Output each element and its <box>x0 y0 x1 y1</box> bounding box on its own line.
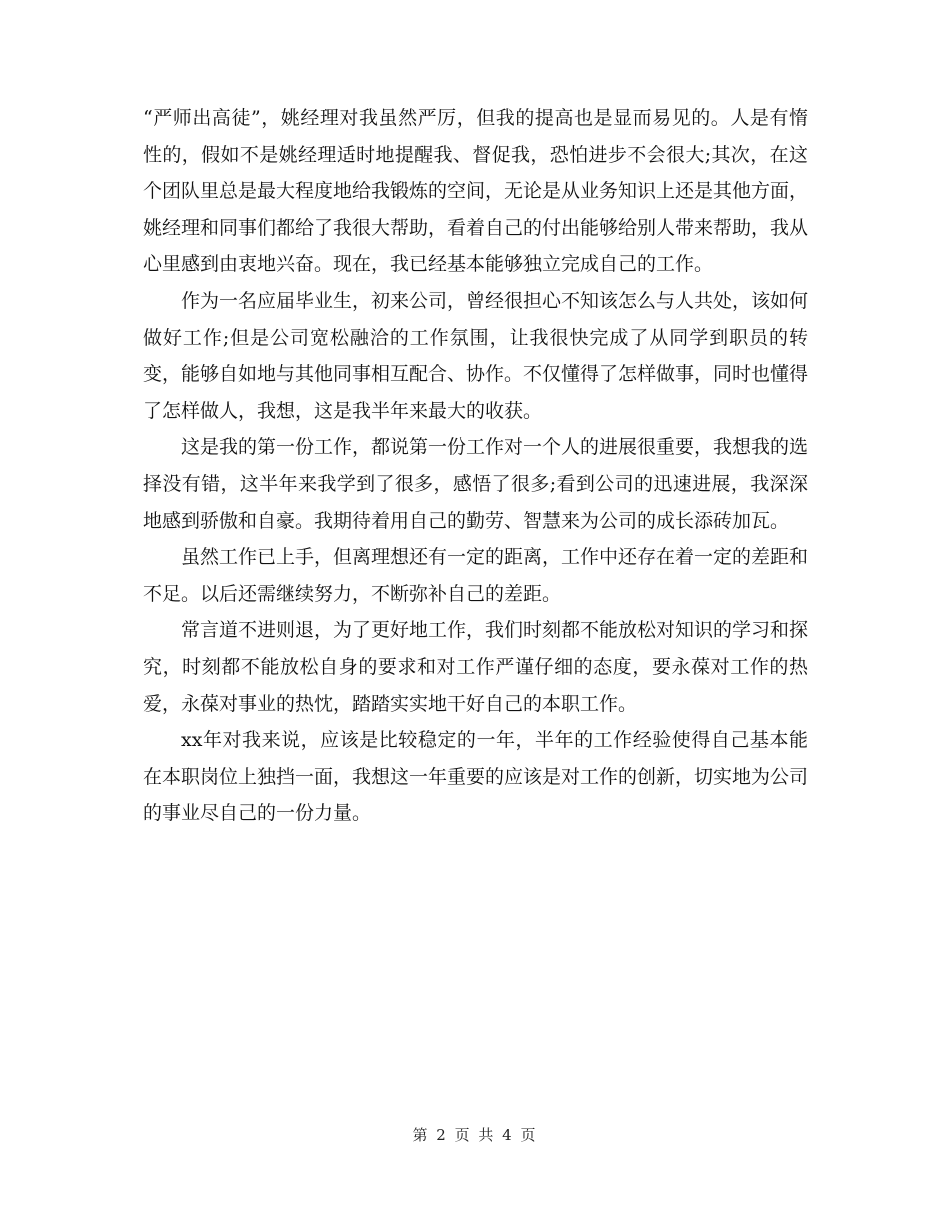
paragraph-1: “严师出高徒”，姚经理对我虽然严厉，但我的提高也是显而易见的。人是有惰性的，假如不是姚经理适时地提醒我、督促我，恐怕进步不会很大;其次，在这个团队里总是最大程度地给我锻炼的空间，无论是从业务知识上还是其他方面，姚经理和同事们都给了我很大帮助，看着自己的付出能够给别人带来帮助，我从心里感到由衷地兴奋。现在，我已经基本能够独立完成自己的工作。 <box>143 107 809 276</box>
paragraph-3: 这是我的第一份工作，都说第一份工作对一个人的进展很重要，我想我的选择没有错，这半年来我学到了很多，感悟了很多;看到公司的迅速进展，我深深地感到骄傲和自豪。我期待着用自己的勤劳、智慧来为公司的成长添砖加瓦。 <box>143 436 809 532</box>
paragraph-4: 虽然工作已上手，但离理想还有一定的距离，工作中还存在着一定的差距和不足。以后还需继续努力，不断弥补自己的差距。 <box>143 546 809 605</box>
paragraph-2: 作为一名应届毕业生，初来公司，曾经很担心不知该怎么与人共处，该如何做好工作;但是公司宽松融洽的工作氛围，让我很快完成了从同学到职员的转变，能够自如地与其他同事相互配合、协作。不仅懂得了怎样做事，同时也懂得了怎样做人，我想，这是我半年来最大的收获。 <box>143 289 809 422</box>
page-footer: 第 2 页 共 4 页 <box>412 1126 538 1144</box>
paragraph-5: 常言道不进则退，为了更好地工作，我们时刻都不能放松对知识的学习和探究，时刻都不能放松自身的要求和对工作严谨仔细的态度，要永葆对工作的热爱，永葆对事业的热忱，踏踏实实地干好自己的本职工作。 <box>143 619 809 715</box>
body-text <box>143 100 808 832</box>
paragraph-6: xx年对我来说，应该是比较稳定的一年，半年的工作经验使得自己基本能在本职岗位上独挡一面，我想这一年重要的应该是对工作的创新，切实地为公司的事业尽自己的一份力量。 <box>143 729 809 825</box>
